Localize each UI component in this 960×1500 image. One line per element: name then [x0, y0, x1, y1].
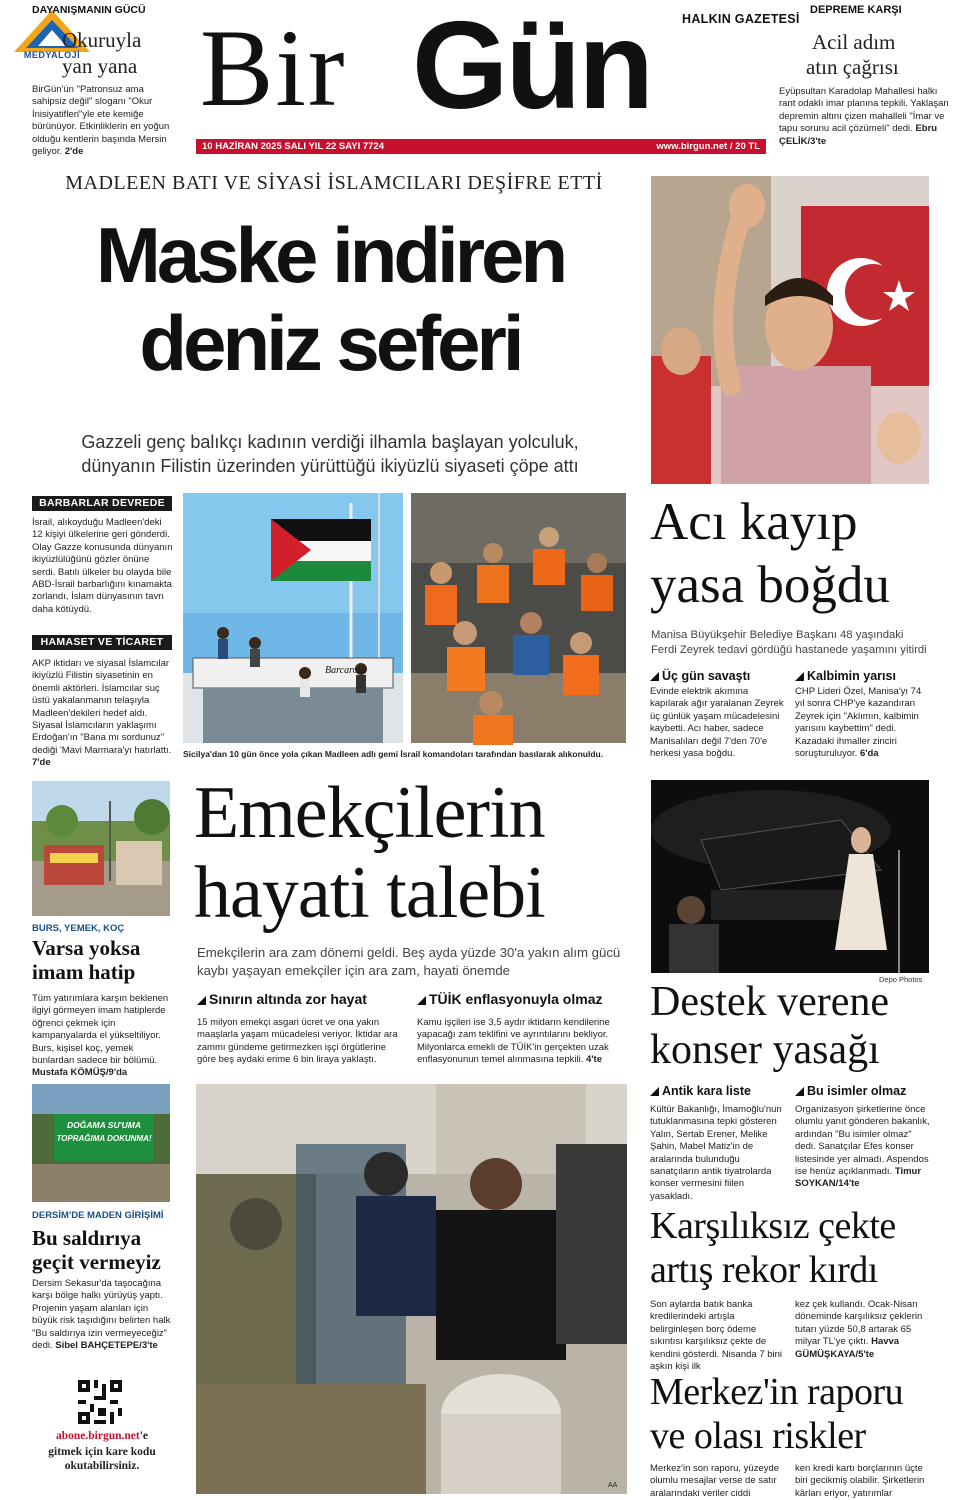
concert-head-2: konser yasağı: [650, 1027, 880, 1073]
imam-body: [32, 993, 172, 1080]
imam-head-2: imam hatip: [32, 960, 136, 984]
subscribe-link[interactable]: abone.birgun.net: [55, 1430, 140, 1442]
masthead-brand-bold: Gün: [412, 0, 651, 135]
workers-body-2: [417, 1017, 627, 1067]
captives-photo: [411, 493, 626, 743]
concert-head-1: Destek verene: [650, 979, 890, 1025]
lead-side-1-body: İsrail, alıkoyduğu Madleen'deki 12 kişiyi ülkelerine geri gönderdi. Olay Gazze konusunda dünyanın ikiyüzlülüğünü gözler önüne serdi. Batılı ülkeler bu olayda bile ABD-İsrail barbarlığını kınamakta zorlandı, İslam dünyasının tavrı daha kötüydü.: [32, 517, 173, 615]
protest-banner-photo: [32, 1084, 170, 1202]
concert-photo-credit: Depo Photos: [879, 975, 923, 984]
right-sub-2: [795, 669, 896, 683]
triangle-icon: [650, 672, 659, 681]
imam-body-text: Tüm yatırımlara karşın beklenen ilgiyi görmeyen imam hatiplerde öğrenci çekmek için kampanyalarda el yükseltiliyor. Burs, kişisel koç, yemek bunlardan sadece bir bölümü.: [32, 993, 169, 1067]
lead-head-1: Maske indiren: [95, 211, 565, 299]
triangle-icon: [417, 996, 426, 1005]
concert-sub-1: [650, 1084, 751, 1098]
central-head-2: ve olası riskler: [650, 1415, 866, 1457]
boat-name-text: Barcarola: [325, 665, 366, 676]
masthead-site-price[interactable]: www.birgun.net / 20 TL: [656, 141, 760, 152]
concert-ref-2: Timur SOYKAN/14'te: [795, 1166, 922, 1190]
right-head-1: Acı kayıp: [650, 493, 858, 551]
concert-photo: [651, 780, 929, 984]
lead-head-2: deniz seferi: [139, 299, 521, 387]
right-head-2: yasa boğdu: [650, 556, 890, 614]
right-body-2-text: CHP Lideri Özel, Manisa'yı 74 yıl sonra CHP'ye kazandıran Zeyrek için "Aklımın, kalbimin yarısını kaybettim" dedi. Kazadaki ihmaller zinciri soruşturuluyor.: [795, 686, 922, 760]
cheque-head-2: artış rekor kırdı: [650, 1249, 878, 1291]
right-sub-1-text: Üç gün savaştı: [662, 669, 751, 683]
cheque-body-2-text: kez çek kullandı. Ocak-Nisan döneminde karşılıksız çeklerin tutarı yüzde 50,8 artarak 65 milyar TL'ye çıktı.: [795, 1299, 923, 1348]
right-ref-2: 6'da: [859, 748, 879, 760]
right-sub-2-text: Kalbimin yarısı: [807, 669, 896, 683]
workers-sub-2-text: TÜİK enflasyonuyla olmaz: [429, 991, 603, 1007]
watermark-text: MEDYALOJİ: [23, 50, 81, 60]
top-right-ref: Ebru ÇELİK/3'te: [779, 123, 938, 147]
concert-body-2-text: Organizasyon şirketlerine önce olumlu yanıt gönderen bakanlık, ardından "Bu isimler olmaz" dedi. Sanatçılar Efes konser listesinde yer almadı. Aspendos ise henüz açıklanmadı.: [795, 1104, 930, 1178]
workers-sub-1: [197, 991, 367, 1007]
subscribe-text: gitmek için kare kodu okutabilirsiniz.: [48, 1446, 156, 1472]
concert-sub-1-text: Antik kara liste: [662, 1084, 751, 1098]
top-right-kicker: DEPREME KARŞI: [810, 4, 902, 16]
boat-photo: [183, 493, 403, 743]
cheque-ref-2: Havva GÜMÜŞKAYA/5'te: [795, 1336, 900, 1360]
cheque-body-1: Son aylarda batık banka kredilerindeki artışla belirginleşen borç ödeme sıkıntısı karşılıksız çekte de kendini gösterdi. Nisanda 7 bini aşkın kişi ilk: [650, 1299, 783, 1373]
protest-banner-text-1: DOĞAMA SU'UMA: [67, 1120, 141, 1130]
dersim-body-text: Dersim Sekasur'da taşocağına karşı bölge halkı yürüyüş yaptı. Projenin yaşam alanları için büyük risk taşıdığını belirten halk "Bu saldırıya izin vermeyeceğiz" dedi.: [32, 1278, 171, 1352]
imam-head-1: Varsa yoksa: [32, 936, 141, 960]
protest-banner-text-2: TOPRAĞIMA DOKUNMA!: [56, 1134, 152, 1143]
dersim-head-1: Bu saldırıya: [32, 1226, 142, 1250]
workers-deck: Emekçilerin ara zam dönemi geldi. Beş ayda yüzde 30'a yakın alım gücü kaybı yaşayan emekçiler için ara zam, hayati önemde: [197, 945, 621, 978]
dersim-ref: Sibel BAHÇETEPE/3'te: [55, 1340, 158, 1352]
workers-sub-1-text: Sınırın altında zor hayat: [209, 991, 367, 1007]
central-head-1: Merkez'in raporu: [650, 1371, 904, 1413]
lead-photo-caption: Sicilya'dan 10 gün önce yola çıkan Madleen adlı gemi İsrail komandoları tarafından basılarak alıkonuldu.: [183, 749, 604, 759]
masthead-brand-light: Bir: [200, 7, 347, 129]
right-body-1: Evinde elektrik akımına kapılarak ağır yaralanan Zeyrek üç günlük yaşam mücadelesini kaybetti. Acı haber, sadece Manisalıları değil 7'den 70'e herkesi yasa boğdu.: [650, 686, 784, 760]
workers-ref-2: 4'te: [586, 1054, 602, 1066]
imam-kicker: BURS, YEMEK, KOÇ: [32, 923, 125, 934]
lead-kicker: MADLEEN BATI VE SİYASİ İSLAMCILARI DEŞİFRE ETTİ: [65, 172, 603, 194]
lead-side-2-text: AKP iktidarı ve siyasal İslamcılar ikiyüzlü Filistin siyasetinin en önemli aktörleri. İslamcılar suç üstü yakalanmanın telaşıyla Madleen'dekileri hedef aldı. Siyasal İslamcıların yaklaşımı Erdoğan'ın "Bana mı sordunuz" dediği 'Mavi Marmara'yı hatırlattı.: [32, 658, 172, 756]
masthead-tagline: HALKIN GAZETESİ: [682, 12, 800, 26]
subscribe-suffix: 'e: [139, 1430, 149, 1442]
top-right-head-1: Acil adım: [812, 30, 896, 54]
top-right-body: [779, 86, 949, 148]
workers-body-2-text: Kamu işçileri ise 3,5 aydır iktidarın kendilerine yapacağı zam teklifini ve ayrıntılarını bekliyor. Milyonlarca emekli de TÜİK'in gerçekten uzak enflasyonunun temel alınmasına tepkili.: [417, 1017, 610, 1066]
triangle-icon: [650, 1087, 659, 1096]
top-left-head-1: Okuruyla: [62, 28, 142, 52]
top-left-ref: 2'de: [64, 146, 84, 158]
masthead-date: 10 HAZİRAN 2025 SALI YIL 22 SAYI 7724: [202, 141, 384, 152]
concert-sub-2-text: Bu isimler olmaz: [807, 1084, 907, 1098]
cheque-head-1: Karşılıksız çekte: [650, 1205, 896, 1247]
triangle-icon: [795, 672, 804, 681]
triangle-icon: [197, 996, 206, 1005]
mayor-photo: [651, 176, 929, 484]
top-left-head-2: yan yana: [62, 54, 138, 78]
riot-photo: [196, 1084, 627, 1494]
lead-side-2-bar: HAMASET VE TİCARET: [32, 635, 172, 650]
triangle-icon: [795, 1087, 804, 1096]
lead-side-2-body: [32, 658, 174, 770]
workers-head-1: Emekçilerin: [194, 772, 545, 854]
lead-deck-1: Gazzeli genç balıkçı kadının verdiği ilhamla başlayan yolculuk,: [81, 432, 579, 452]
concert-body-2: [795, 1104, 930, 1191]
masthead-logo: [200, 2, 765, 152]
riot-photo-credit: AA: [608, 1482, 618, 1489]
lead-deck-2: dünyanın Filistin üzerinden yürüttüğü ikiyüzlü siyaseti çöpe attı: [81, 456, 579, 476]
subscribe-link-line: [32, 1430, 172, 1442]
imam-ref: Mustafa KÖMÜŞ/9'da: [32, 1067, 128, 1079]
top-right-body-text: Eyüpsultan Karadolap Mahallesi halkı rant odaklı imar planına tepkili. Yaklaşan depremin altını çizen mahalleli "İmar ve tapu sorunu acil çözümeli" dedi.: [779, 86, 949, 135]
top-left-body: [32, 84, 180, 158]
workers-body-1: 15 milyon emekçi asgari ücret ve ona yakın maaşlarla yaşam mücadelesi veriyor. İktidar ara zammı gündeme getirmezken işçi örgütlerine göre beş aydaki erime 6 bin liraya yaklaştı.: [197, 1017, 398, 1066]
dersim-body: [32, 1278, 172, 1352]
workers-sub-2: [417, 991, 602, 1007]
lead-side-1-bar: BARBARLAR DEVREDE: [32, 496, 172, 511]
workers-head-2: hayati talebi: [194, 852, 545, 934]
right-deck: Manisa Büyükşehir Belediye Başkanı 48 yaşındaki Ferdi Zeyrek tedavi gördüğü hastanede yaşamını yitirdi: [651, 629, 927, 656]
qr-code-icon[interactable]: [78, 1380, 122, 1424]
concert-sub-2: [795, 1084, 906, 1098]
central-body-1: Merkez'in son raporu, yüzeyde olumlu mesajlar verse de satır aralarındaki veriler ciddi: [650, 1463, 780, 1499]
dersim-head-2: geçit vermeyiz: [32, 1250, 161, 1274]
right-body-2: [795, 686, 930, 760]
cheque-body-2: [795, 1299, 930, 1361]
dersim-kicker: DERSİM'DE MADEN GİRİŞİMİ: [32, 1210, 164, 1221]
lead-side-2-ref: 7'de: [32, 757, 51, 769]
right-sub-1: [650, 669, 750, 683]
masthead-date-bar: [196, 139, 766, 154]
top-right-head-2: atın çağrısı: [806, 55, 899, 79]
concert-body-1: Kültür Bakanlığı, İmamoğlu'nun tutuklanmasına tepki gösteren Yalın, Sertab Erener, Melike Şahin, Mabel Matiz'in de aralarında bulunduğu sanatçıların antik tiyatrolarda konser vermesini fiilen yasakladı.: [650, 1104, 782, 1202]
top-left-kicker: DAYANIŞMANIN GÜCÜ: [32, 4, 146, 16]
school-photo: [32, 781, 170, 916]
top-left-body-text: BirGün'ün "Patronsuz ama sahipsiz değil" sloganı "Okur İnisiyatifleri"yle ete kemiğe bürünüyor. Etkinliklerin en yoğun olduğu kentlerin başında Mersin geliyor.: [32, 84, 170, 158]
central-body-2: ken kredi kartı borçlarının üçte biri gecikmiş olabilir. Şirketlerin kârları eriyor, yatırımlar: [795, 1463, 925, 1499]
